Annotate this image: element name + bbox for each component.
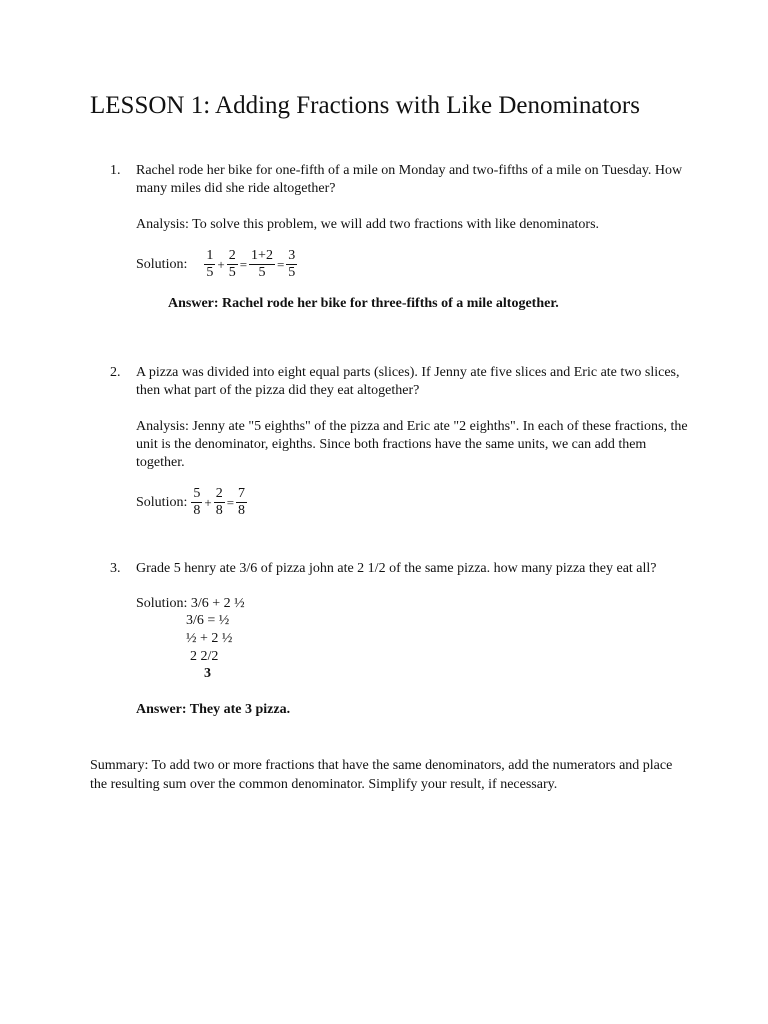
problem-analysis: Analysis: Jenny ate "5 eighths" of the pizza and Eric ate "2 eighths". In each of these fractions, the unit is the denominator, eighths. Since both fractions have the same units, we can add them together.: [136, 419, 688, 470]
solution-label: Solution:: [136, 256, 188, 272]
problem-answer: Answer: Rachel rode her bike for three-fifths of a mile altogether.: [168, 296, 559, 311]
problem-3: [110, 560, 690, 578]
page-title: LESSON 1: Adding Fractions with Like Denominators: [90, 92, 640, 119]
problem-number: 1.: [110, 163, 121, 178]
fraction: [286, 248, 297, 281]
problem-question: Rachel rode her bike for one-fifth of a mile on Monday and two-fifths of a mile on Tuesday. How many miles did she ride altogether?: [136, 163, 683, 196]
fraction: [227, 248, 238, 281]
problem-analysis: Analysis: To solve this problem, we will add two fractions with like denominators.: [136, 217, 600, 232]
solution-line: 3/6 = ½: [186, 613, 230, 628]
numerator: 1: [206, 248, 214, 263]
equals-sign: =: [226, 494, 235, 510]
equals-sign: =: [239, 256, 248, 272]
plus-sign: +: [204, 494, 212, 510]
numerator: 5: [193, 486, 201, 501]
plus-sign: +: [217, 256, 225, 272]
numerator: 2: [215, 486, 223, 501]
summary: Summary: To add two or more fractions that have the same denominators, add the numerators and place the resulting sum over the common denominator. Simplify your result, if necessary.: [90, 758, 673, 792]
solution-line: 2 2/2: [190, 649, 219, 664]
problem-2: [110, 364, 690, 519]
problem-answer: Answer: They ate 3 pizza.: [136, 702, 291, 717]
denominator: 5: [228, 265, 236, 280]
numerator: 3: [288, 248, 296, 263]
fraction: [249, 248, 275, 281]
fraction: [191, 486, 202, 519]
solution-line: Solution: 3/6 + 2 ½: [136, 596, 245, 611]
numerator: 7: [238, 486, 246, 501]
denominator: 5: [258, 265, 266, 280]
denominator: 8: [215, 503, 223, 518]
fraction: [236, 486, 247, 519]
denominator: 5: [206, 265, 214, 280]
problem-1: [110, 162, 690, 313]
solution-result: 3: [204, 666, 211, 681]
denominator: 5: [288, 265, 296, 280]
fraction: [204, 248, 215, 281]
denominator: 8: [238, 503, 246, 518]
numerator: 1+2: [251, 248, 273, 263]
solution-line: ½ + 2 ½: [186, 631, 233, 646]
fraction: [214, 486, 225, 519]
equals-sign: =: [276, 256, 285, 272]
solution-label: Solution:: [136, 494, 188, 510]
solution-equation: [136, 248, 690, 281]
problem-question: Grade 5 henry ate 3/6 of pizza john ate 2 1/2 of the same pizza. how many pizza they eat all?: [136, 561, 657, 576]
problem-question: A pizza was divided into eight equal parts (slices). If Jenny ate five slices and Eric ate two slices, then what part of the pizza did they eat altogether?: [136, 365, 680, 398]
numerator: 2: [228, 248, 236, 263]
solution-equation: [136, 486, 690, 519]
problem-number: 2.: [110, 365, 121, 380]
denominator: 8: [193, 503, 201, 518]
problem-number: 3.: [110, 561, 121, 576]
